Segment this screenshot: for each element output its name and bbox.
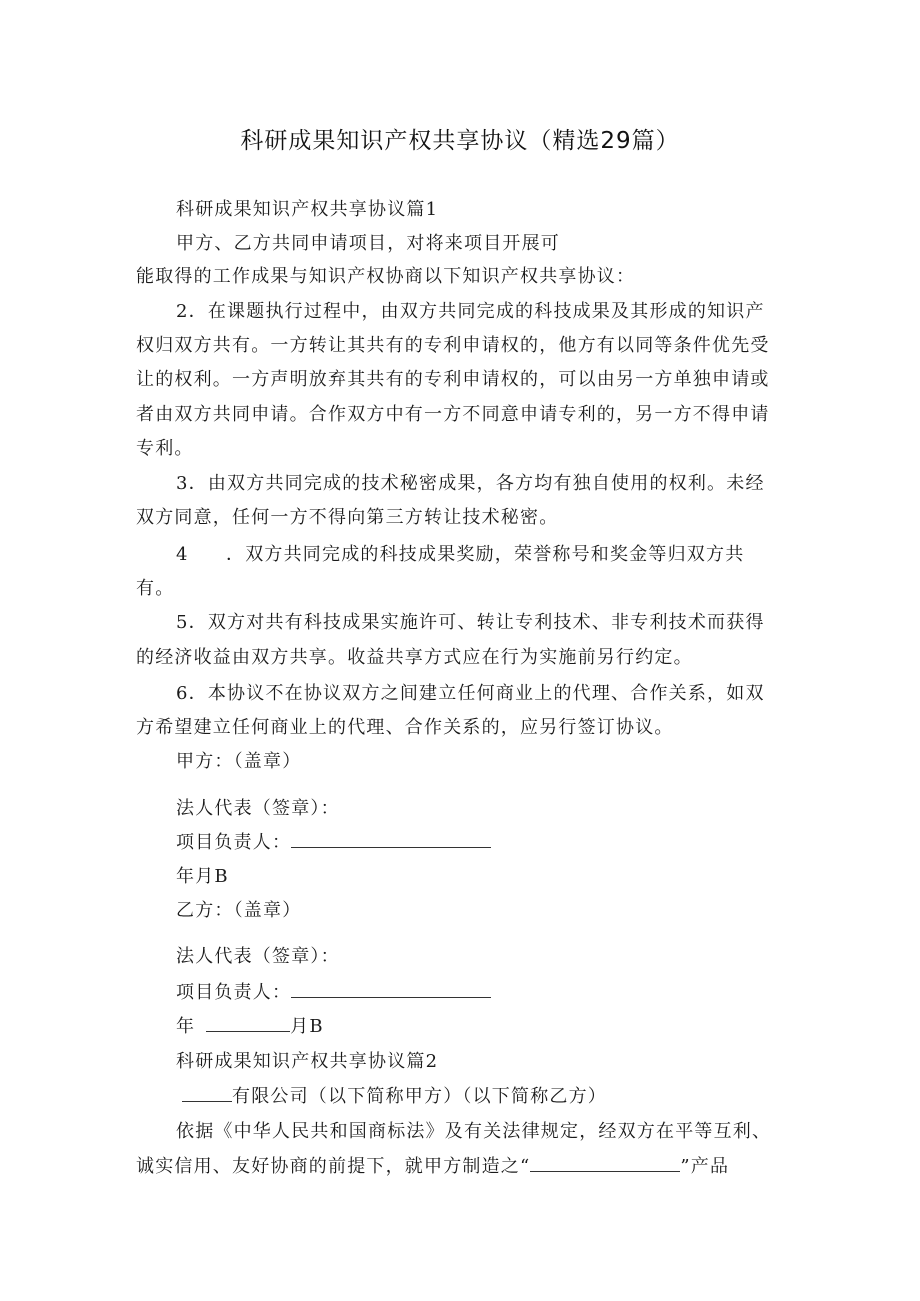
part1-heading: 科研成果知识产权共享协议篇1 bbox=[176, 199, 439, 220]
part2-body-line-1: 依据《中华人民共和国商标法》及有关法律规定，经双方在平等互利、 bbox=[176, 1121, 772, 1142]
party-b-seal: 乙方：（盖章） bbox=[176, 900, 302, 921]
part2-heading: 科研成果知识产权共享协议篇2 bbox=[176, 1051, 439, 1072]
party-b-date-rest: 月B bbox=[290, 1016, 324, 1037]
clause-4-text: ．双方共同完成的科技成果奖励，荣誉称号和奖金等归双方共 bbox=[226, 544, 745, 565]
party-b-project-leader-blank bbox=[291, 981, 491, 998]
clause-5-line: 的经济收益由双方共享。收益共享方式应在行为实施前另行约定。 bbox=[136, 647, 693, 668]
clause-2-line: 者由双方共同申请。合作双方中有一方不同意申请专利的，另一方不得申请 bbox=[136, 404, 770, 425]
part2-product-blank bbox=[530, 1155, 680, 1172]
document-title: 科研成果知识产权共享协议（精选29篇） bbox=[240, 128, 680, 154]
party-a-date: 年月B bbox=[176, 866, 229, 887]
part2-company-blank bbox=[182, 1085, 232, 1102]
clause-2-line: 权归双方共有。一方转让其共有的专利申请权的，他方有以同等条件优先受 bbox=[136, 335, 770, 356]
part1-intro-line-1: 甲方、乙方共同申请项目，对将来项目开展可 bbox=[176, 233, 560, 254]
party-b-project-leader bbox=[176, 981, 491, 1005]
party-b-date-blank bbox=[206, 1015, 290, 1032]
party-a-project-leader-blank bbox=[291, 831, 491, 848]
part2-company-line bbox=[182, 1085, 607, 1109]
party-b-date-year: 年 bbox=[176, 1016, 196, 1037]
part2-body-line-2-start: 诚实信用、友好协商的前提下，就甲方制造之“ bbox=[136, 1156, 531, 1177]
clause-5-line: 5．双方对共有科技成果实施许可、转让专利技术、非专利技术而获得 bbox=[176, 612, 765, 633]
part1-intro-line-2: 能取得的工作成果与知识产权协商以下知识产权共享协议： bbox=[136, 266, 636, 287]
party-b-date bbox=[176, 1015, 324, 1039]
clause-4-line-2: 有。 bbox=[136, 578, 175, 599]
clause-6-line: 6．本协议不在协议双方之间建立任何商业上的代理、合作关系，如双 bbox=[176, 683, 765, 704]
clause-3-line: 双方同意，任何一方不得向第三方转让技术秘密。 bbox=[136, 507, 559, 528]
party-a-legal-rep: 法人代表（签章）： bbox=[176, 798, 340, 819]
party-a-project-leader-label: 项目负责人： bbox=[176, 832, 292, 853]
party-a-project-leader bbox=[176, 831, 491, 855]
clause-4-number: 4 bbox=[176, 544, 189, 565]
clause-2-line: 2．在课题执行过程中，由双方共同完成的科技成果及其形成的知识产 bbox=[176, 301, 765, 322]
clause-6-line: 方希望建立任何商业上的代理、合作关系的，应另行签订协议。 bbox=[136, 717, 674, 738]
clause-3-line: 3．由双方共同完成的技术秘密成果，各方均有独自使用的权利。未经 bbox=[176, 473, 765, 494]
clause-2-line: 专利。 bbox=[136, 438, 194, 459]
party-a-seal: 甲方：（盖章） bbox=[176, 751, 302, 772]
part2-body-line-2 bbox=[136, 1155, 729, 1179]
party-b-legal-rep: 法人代表（签章）： bbox=[176, 946, 340, 967]
part2-body-line-2-end: ”产品 bbox=[680, 1156, 730, 1177]
party-b-project-leader-label: 项目负责人： bbox=[176, 982, 292, 1003]
clause-2-line: 让的权利。一方声明放弃其共有的专利申请权的，可以由另一方单独申请或 bbox=[136, 369, 770, 390]
part2-company-text: 有限公司（以下简称甲方）（以下简称乙方） bbox=[232, 1086, 607, 1107]
